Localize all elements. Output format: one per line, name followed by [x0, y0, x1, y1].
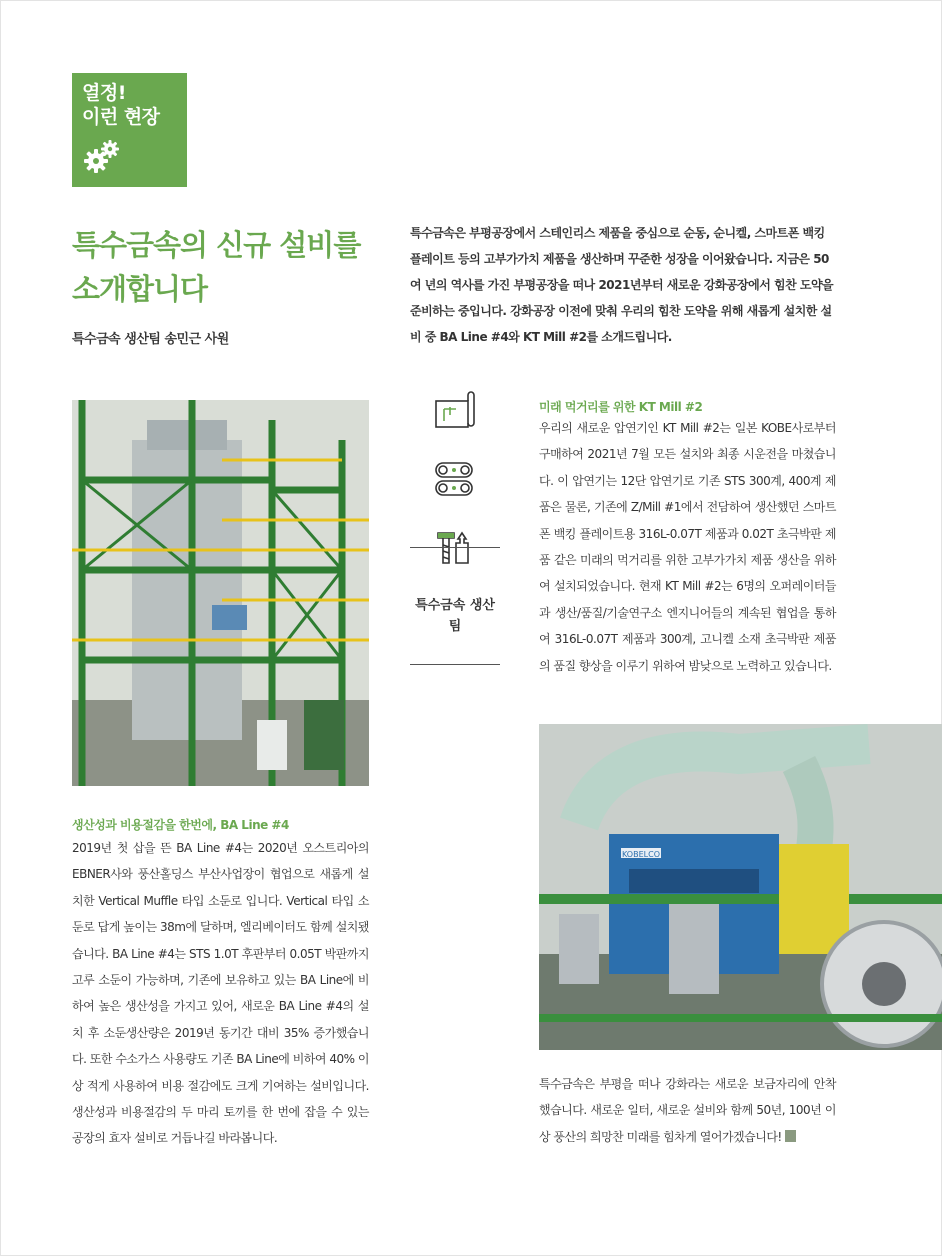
section-badge [72, 73, 187, 187]
article-title: 특수금속의 신규 설비를 소개합니다 [72, 228, 361, 306]
gears-icon [82, 137, 122, 177]
kt-mill-photo [539, 724, 942, 1050]
article-author: 특수금속 생산팀 송민근 사원 [72, 332, 229, 347]
ba-line-body: 2019년 첫 삽을 뜬 BA Line #4는 2020년 오스트리아의 EBNER사와 풍산홀딩스 부산사업장이 협업으로 새롭게 설치한 Vertical Muffle 타입 소둔로 입니다. Vertical 타입 소둔로 답게 높이는 38m에 달하며, 엘리베이터도 함께 설치됐습니다. BA Line #4는 STS 1.0T 후판부터 0.05T 박판까지 고루 소둔이 가능하며, 기존에 보유하고 있는 BA Line에 비하여 높은 생산성을 가지고 있어, 새로운 BA Line #4의 설치 후 소둔생산량은 2019년 동기간 대비 35% 증가했습니다. 또한 수소가스 사용량도 기존 BA Line에 비하여 40% 이상 적게 사용하여 비용 절감에도 크게 기여하는 설비입니다. 생산성과 비용절감의 두 마리 토끼를 한 번에 잡을 수 있는 공장의 효자 설비로 거듭나길 바라봅니다. [72, 841, 369, 1146]
kt-mill-illustration [539, 724, 942, 1050]
machine-label: KOBELCO [622, 850, 660, 859]
team-name [410, 595, 500, 637]
conveyor-icon [432, 457, 476, 501]
kt-mill-body: 우리의 새로운 압연기인 KT Mill #2는 일본 KOBE사로부터 구매하여 2021년 7월 모든 설치와 최종 시운전을 마쳤습니다. 이 압연기는 12단 압연기로 기존 STS 300계, 400계 제품은 물론, 기존에 Z/Mill #1에서 전담하여 생산했던 스마트폰 백킹 플레이트용 316L-0.07T 제품과 0.02T 초극박판 제품 같은 미래의 먹거리를 위한 고부가가치 제품 생산을 위하여 설치되었습니다. 현재 KT Mill #2는 6명의 오퍼레이터들과 생산/품질/기술연구소 엔지니어들의 계속된 협업을 통하여 316L-0.07T 제품과 300계, 고니켈 소재 초극박판 제품의 품질 향상을 이루기 위하여 밤낮으로 노력하고 있습니다. [539, 421, 836, 673]
article-intro: 특수금속은 부평공장에서 스테인리스 제품을 중심으로 순동, 순니켈, 스마트폰 백킹 플레이트 등의 고부가가치 제품을 생산하며 꾸준한 성장을 이어왔습니다. 지금은 50여 년의 역사를 가진 부평공장을 떠나 2021년부터 새로운 강화공장에서 힘찬 도약을 준비하는 중입니다. 강화공장 이전에 맞춰 우리의 힘찬 도약을 위해 새롭게 설치한 설비 중 BA Line #4와 KT Mill #2를 소개드립니다. [410, 226, 834, 344]
team-divider-top [410, 547, 500, 548]
ba-line-illustration [72, 400, 369, 786]
badge-line-2: 이런 현장 [82, 106, 160, 128]
closing-paragraph [539, 1071, 836, 1150]
team-label: 특수금속 생산팀 [415, 598, 495, 634]
kt-mill-subhead: 미래 먹거리를 위한 KT Mill #2 [539, 400, 703, 414]
team-divider-bottom [410, 664, 500, 665]
end-mark-icon [785, 1130, 796, 1142]
badge-line-1: 열정! [82, 82, 126, 104]
ba-line-subhead: 생산성과 비용절감을 한번에, BA Line #4 [72, 818, 289, 832]
ba-line-photo [72, 400, 369, 786]
closing-text: 특수금속은 부평을 떠나 강화라는 새로운 보금자리에 안착했습니다. 새로운 일터, 새로운 설비와 함께 50년, 100년 이상 풍산의 희망찬 미래를 힘차게 열어가겠습니다! [539, 1077, 836, 1144]
blueprint-icon [432, 389, 476, 433]
